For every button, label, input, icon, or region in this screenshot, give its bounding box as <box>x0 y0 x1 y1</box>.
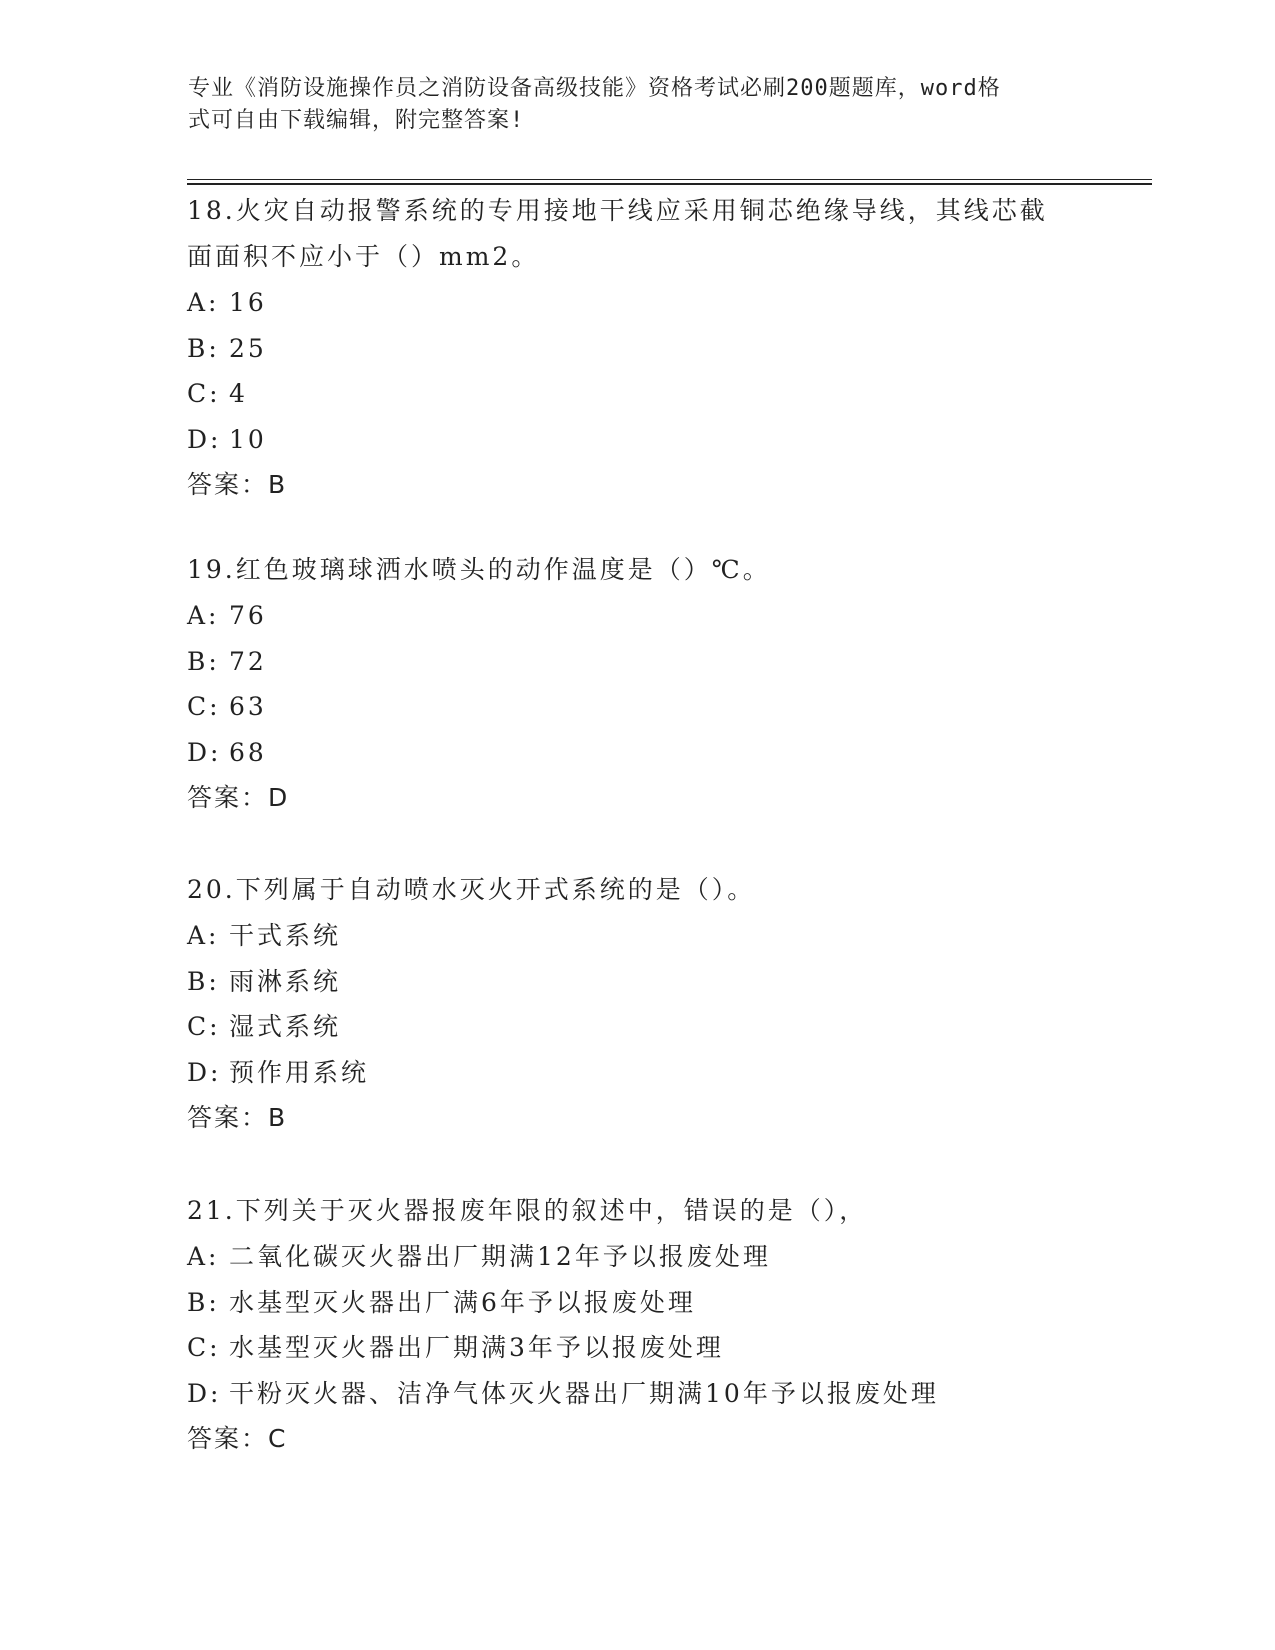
question-20 <box>187 867 1087 1140</box>
option-letter: D: <box>187 737 222 767</box>
option-letter: C: <box>187 379 221 408</box>
option-letter: C: <box>187 1333 221 1362</box>
option-a <box>187 280 1087 326</box>
option-text: 二氧化碳灭火器出厂期满12年予以报废处理 <box>229 1242 771 1271</box>
option-text: 4 <box>229 379 248 408</box>
question-18 <box>187 188 1087 507</box>
option-text: 16 <box>229 288 267 317</box>
option-c <box>187 1325 1087 1371</box>
option-text: 72 <box>229 646 267 676</box>
document-header <box>188 73 1088 137</box>
option-text: 干式系统 <box>229 921 342 950</box>
option-c <box>187 371 1087 417</box>
option-letter: A: <box>187 1242 220 1271</box>
option-text: 10 <box>229 424 267 454</box>
answer-line: 答案：B <box>187 470 288 499</box>
option-letter: B: <box>187 646 220 676</box>
option-letter: C: <box>187 692 221 721</box>
option-letter: B: <box>187 1287 220 1317</box>
option-letter: C: <box>187 1012 221 1041</box>
option-d <box>187 730 1087 776</box>
option-c <box>187 684 1087 730</box>
option-text: 干粉灭火器、洁净气体灭火器出厂期满10年予以报废处理 <box>229 1378 939 1408</box>
option-text: 预作用系统 <box>229 1057 370 1087</box>
header-divider-thick <box>187 183 1152 185</box>
option-a <box>187 593 1087 639</box>
answer-line: 答案：C <box>187 1424 288 1453</box>
option-letter: A: <box>187 601 220 630</box>
option-letter: D: <box>187 424 222 454</box>
option-b <box>187 639 1087 685</box>
option-d <box>187 417 1087 463</box>
option-letter: D: <box>187 1378 222 1408</box>
option-d <box>187 1371 1087 1417</box>
option-letter: B: <box>187 333 220 363</box>
option-c <box>187 1004 1087 1050</box>
option-text: 水基型灭火器出厂期满3年予以报废处理 <box>229 1333 724 1362</box>
header-line-2: 式可自由下载编辑，附完整答案! <box>188 108 525 133</box>
question-stem-line: 19.红色玻璃球洒水喷头的动作温度是（）℃。 <box>187 555 771 584</box>
option-a <box>187 1234 1087 1280</box>
option-b <box>187 1280 1087 1326</box>
option-text: 68 <box>229 737 267 767</box>
answer-line: 答案：B <box>187 1103 288 1132</box>
option-letter: A: <box>187 288 220 317</box>
option-text: 水基型灭火器出厂满6年予以报废处理 <box>229 1287 696 1317</box>
question-stem-line: 18.火灾自动报警系统的专用接地干线应采用铜芯绝缘导线，其线芯截 <box>187 196 1048 225</box>
header-divider-thin <box>187 179 1152 180</box>
option-b <box>187 959 1087 1005</box>
question-stem-line: 20.下列属于自动喷水灭火开式系统的是（）。 <box>187 875 756 904</box>
option-letter: B: <box>187 966 220 996</box>
option-text: 雨淋系统 <box>229 966 342 996</box>
option-text: 25 <box>229 333 267 363</box>
option-b <box>187 326 1087 372</box>
option-letter: A: <box>187 921 220 950</box>
question-19 <box>187 547 1087 820</box>
question-21 <box>187 1188 1087 1461</box>
option-text: 76 <box>229 601 267 630</box>
header-line-1: 专业《消防设施操作员之消防设备高级技能》资格考试必刷200题题库，word格 <box>188 76 1001 101</box>
question-stem-line: 21.下列关于灭火器报废年限的叙述中，错误的是（）， <box>187 1196 868 1225</box>
option-text: 湿式系统 <box>229 1012 342 1041</box>
option-letter: D: <box>187 1057 222 1087</box>
answer-line: 答案：D <box>187 783 290 812</box>
option-d <box>187 1050 1087 1096</box>
option-a <box>187 913 1087 959</box>
question-stem-line: 面面积不应小于（）mm2。 <box>187 242 540 271</box>
option-text: 63 <box>229 692 267 721</box>
